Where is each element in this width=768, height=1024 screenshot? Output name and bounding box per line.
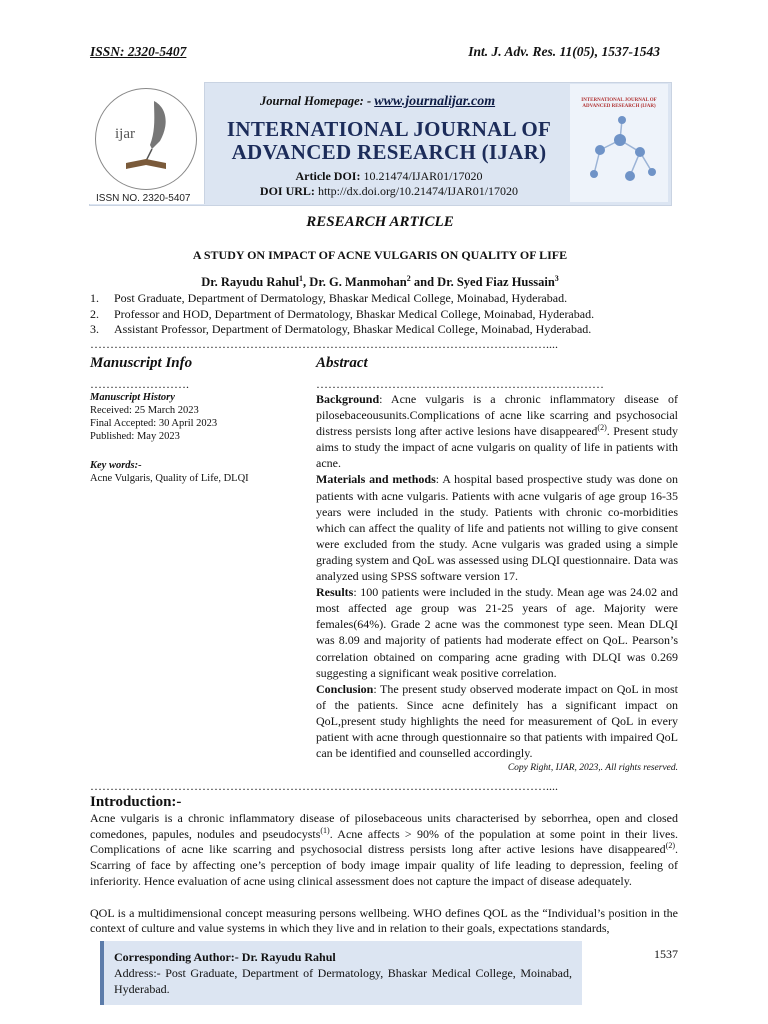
journal-cover-thumbnail: [570, 84, 668, 202]
results-label: Results: [316, 585, 354, 600]
issn-label: ISSN: 2320-5407: [90, 44, 187, 59]
paper-title: A STUDY ON IMPACT OF ACNE VULGARIS ON QUALITY OF LIFE: [192, 248, 568, 262]
dotted-divider-left: …………………….: [90, 377, 189, 391]
citation-sup: (1): [320, 825, 330, 835]
affiliation-list: [90, 291, 680, 338]
methods-label: Materials and methods: [316, 472, 436, 487]
journal-homepage: [260, 94, 495, 110]
history-title: Manuscript History: [90, 392, 175, 403]
background-text-cont: . Present study aims to study the impact of acne vulgaris on quality of life in patients with acne.: [316, 424, 678, 471]
background-label: Background: [316, 392, 380, 406]
background-text: : Acne vulgaris is a chronic inflammatory disease of pilosebaceousunits.Complications of acne like scarring and psychosocial distress persists long after active lesions have disappeared: [316, 392, 678, 439]
cover-title-line2: ADVANCED RESEARCH (IJAR): [582, 104, 656, 109]
cover-title-line1: INTERNATIONAL JOURNAL OF: [581, 98, 657, 103]
affiliation-num: 1.: [90, 291, 99, 305]
introduction-body: [90, 811, 678, 953]
journal-title: [214, 118, 564, 164]
page-number: 1537: [654, 947, 678, 961]
homepage-link[interactable]: www.journalijar.com: [374, 94, 496, 109]
intro-text: . Acne affects > 90% of the population at some point in their lives. Complications of acne like scarring and psychosocial distress persists long after active lesions have disappeared: [90, 826, 679, 857]
affiliation-text: Professor and HOD, Department of Dermatology, Bhaskar Medical College, Moinabad, Hyderabad.: [114, 306, 595, 321]
author-2: , Dr. G. Manmohan: [303, 275, 407, 289]
results-text: : 100 patients were included in the study. Mean age was 24.02 and most affected age group was 21-25 years of age. Majority were females(64%). Grade 2 acne was the commonest type seen. Mean DLQI was 8.09 and majority of patients had moderate effect on QoL. Pearson’s correlation obtained on comparing acne grading with DLQI was 0.269 suggesting a significant weak positive correlation.: [316, 585, 678, 680]
conclusion-label: Conclusion: [316, 681, 374, 696]
corresponding-author-title: Corresponding Author:- Dr. Rayudu Rahul: [114, 950, 336, 964]
keywords: Acne Vulgaris, Quality of Life, DLQI: [90, 473, 249, 484]
author-3-sup: 3: [554, 273, 559, 283]
introduction-heading: Introduction:-: [90, 794, 182, 810]
citation-label: Int. J. Adv. Res. 11(05), 1537-1543: [468, 44, 660, 59]
accepted-date: Final Accepted: 30 April 2023: [90, 418, 218, 429]
dotted-divider-bottom: ……………………………………………………………………………………………………....: [90, 779, 558, 793]
affiliation-num: 3.: [90, 322, 99, 336]
doi-url-label: DOI URL:: [259, 184, 315, 198]
dotted-divider: ……………………………………………………………………………………………………....: [90, 337, 558, 351]
homepage-label: Journal Homepage: -: [260, 94, 375, 108]
published-date: Published: May 2023: [90, 431, 180, 442]
author-list: [90, 275, 670, 290]
copyright-notice: Copy Right, IJAR, 2023,. All rights reserved.: [507, 763, 678, 773]
affiliation-item: [90, 322, 680, 338]
affiliation-item: [90, 307, 680, 323]
intro-paragraph-2: QOL is a multidimensional concept measuring persons wellbeing. WHO defines QOL as the “Individual’s position in the context of culture and value systems in which they live and in relation to their goals, expectations standards,: [90, 905, 678, 936]
running-header: [90, 44, 660, 60]
article-type: RESEARCH ARTICLE: [306, 214, 454, 230]
affiliation-num: 2.: [90, 306, 99, 321]
affiliation-text: Post Graduate, Department of Dermatology, Bhaskar Medical College, Moinabad, Hyderabad.: [114, 291, 568, 305]
keywords-title: Key words:-: [90, 460, 142, 471]
author-2-sup: 2: [406, 273, 411, 283]
intro-paragraph-1: [90, 811, 678, 890]
conclusion-text: : The present study observed moderate impact on QoL in most of the patients. Since acne definitely has a significant impact on QoL,present study highlights the need for measurement of QoL in every patient with acne through questionnaire so that patients with impaired QoL can be identified and counselled accordingly.: [316, 681, 678, 761]
doi-value: 10.21474/IJAR01/17020: [363, 169, 483, 183]
affiliation-text: Assistant Professor, Department of Dermatology, Bhaskar Medical College, Moinabad, Hyderabad.: [114, 322, 592, 336]
abstract-background: [316, 391, 678, 471]
intro-text: . Scarring of face by affecting one’s perception of body image impair quality of life leading to depression, feeling of inferiority. Hence evaluation of acne using clinical assessment does not capture the impact of disease adequately.: [90, 842, 678, 888]
logo-text: ijar: [115, 126, 135, 142]
abstract-results: [316, 584, 678, 681]
author-1-sup: 1: [299, 273, 304, 283]
methods-text: : A hospital based prospective study was done on patients with acne vulgaris. Patients with acne vulgaris of age group 16-35 years were included in the study. Patients with chronic co-morbidities which can affect the quality of life and patients not willing to give consent were excluded from the study. Acne vulgaris was graded using a simple grading system and QoL was assessed using DLQI questionnaire. Data was analyzed using SPSS software version 17.: [316, 472, 678, 584]
journal-title-line1: INTERNATIONAL JOURNAL OF: [226, 117, 552, 141]
quill-book-icon: [96, 89, 196, 189]
citation-sup: (2): [665, 841, 675, 851]
abstract-heading: Abstract: [316, 355, 368, 371]
author-1: Dr. Rayudu Rahul: [201, 275, 300, 289]
abstract-conclusion: [316, 681, 678, 761]
doi-label: Article DOI:: [295, 169, 361, 183]
intro-text: Acne vulgaris is a chronic inflammatory disease of pilosebaceous units characterised by seborrhea, open and closed comedones, papules, nodules and pseudocysts: [90, 811, 678, 841]
journal-logo: [95, 88, 197, 190]
molecule-icon: [570, 110, 668, 200]
journal-title-line2: ADVANCED RESEARCH (IJAR): [231, 140, 547, 164]
author-3: and Dr. Syed Fiaz Hussain: [413, 275, 555, 289]
doi-url[interactable]: http://dx.doi.org/10.21474/IJAR01/17020: [317, 184, 519, 198]
manuscript-info: [90, 391, 300, 485]
manuscript-info-heading: Manuscript Info: [90, 355, 193, 371]
abstract-body: [316, 391, 678, 761]
logo-issn: ISSN NO. 2320-5407: [96, 193, 191, 204]
corresponding-author-address: Address:- Post Graduate, Department of Dermatology, Bhaskar Medical College, Moinabad, Hyderabad.: [114, 966, 572, 996]
abstract-methods: [316, 471, 678, 584]
cover-title: [570, 84, 668, 110]
affiliation-item: [90, 291, 680, 307]
doi-block: [214, 169, 564, 199]
citation-sup: (2): [597, 423, 607, 433]
dotted-divider-right: ………………………………………………………………: [316, 377, 604, 391]
received-date: Received: 25 March 2023: [90, 405, 199, 416]
